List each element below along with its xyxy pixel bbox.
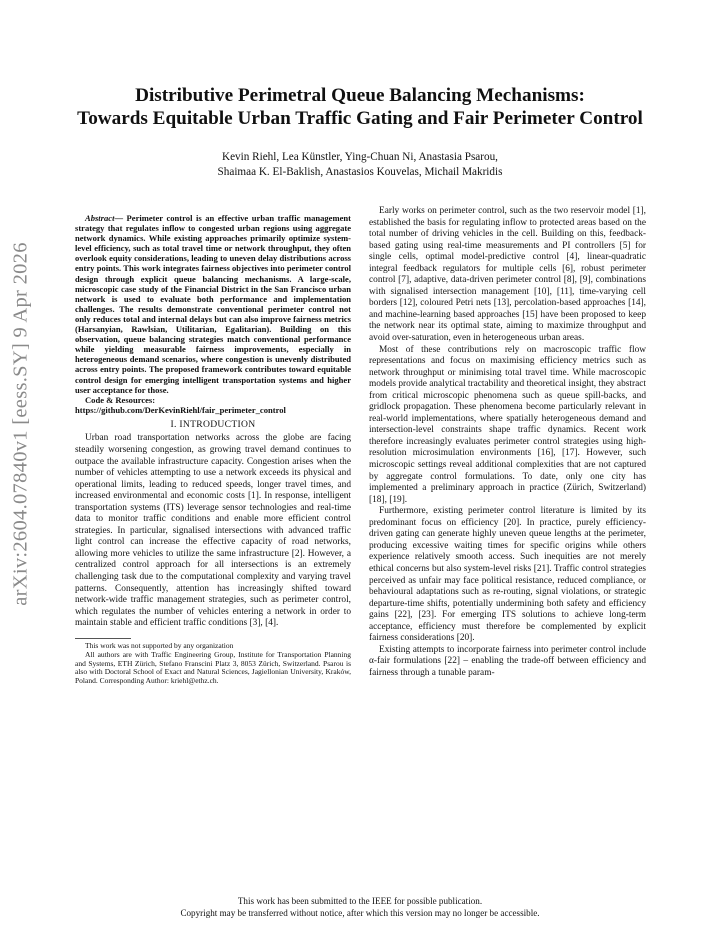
body-paragraph: Existing attempts to incorporate fairness into perimeter control include α-fair formulations [22] – enabling the trade-off between efficiency and fairness through a tunable param- [369,644,646,678]
code-resources-label: Code & Resources: [85,394,156,405]
code-resources-url: https://github.com/DerKevinRiehl/fair_perimeter_control [75,404,286,415]
abstract-text: — Perimeter control is an effective urban traffic management strategy that regulates inflow to congested urban regions using aggregate network dynamics. While existing approaches primarily optimize system-level efficiency, such as total travel time or network throughput, they often overlook equity considerations, leading to uneven delay distributions across entry points. This work integrates fairness objectives into perimeter control design through explicit queue balancing mechanisms. A large-scale, microscopic case study of the Financial District in the San Francisco urban network is used to evaluate both performance and implementation challenges. The results demonstrate conventional perimeter control not only reduces total and internal delays but can also improve fairness metrics (Harsanyian, Rawlsian, Utilitarian, Egalitarian). Building on this observation, queue balancing strategies match conventional performance while yielding measurable fairness improvements, especially in heterogeneous demand scenarios, where congestion is unevenly distributed across entry points. The proposed framework contributes toward equitable control design for emerging intelligent transportation systems and higher user acceptance for those. [75,213,351,395]
abstract [75,213,351,395]
footnote-funding: This work was not supported by any organization [85,640,234,650]
intro-paragraph: Urban road transportation networks across the globe are facing steadily worsening congestion, as growing travel demand continues to outpace the available infrastructure capacity. Congestion arises when the number of vehicles attempting to use a network exceeds its physical and operational limits, leading to reduced speeds, longer travel times, and increased environmental and economic costs [1]. In response, intelligent transportation systems (ITS) leverage sensor technologies and real-time data to monitor traffic conditions and enable more efficient control strategies. In particular, signalised intersections with advanced traffic light control can increase the effective capacity of road networks, allowing more vehicles to utilize the same infrastructure [2]. However, a centralized control approach for all intersections is an extremely challenging task due to the computational complexity and varying travel patterns. Consequently, attention has increasingly shifted toward network-wide traffic management strategies, such as perimeter control, which regulates the number of vehicles entering a network in order to maintain stable and efficient traffic conditions [3], [4]. [75,433,351,629]
footnote-rule [75,638,131,639]
right-column [369,206,646,679]
abstract-lead: Abstract [85,213,115,223]
body-paragraph: Most of these contributions rely on macroscopic traffic flow representations and focus on maximising efficiency metrics such as network throughput or minimising total travel time. While macroscopic models provide analytical tractability and theoretical insight, they abstract from critical microscopic phenomena such as queue spill-backs, and gridlock propagation. These phenomena become particularly relevant in real-world implementations, where spatially heterogeneous demand and intersection-level constraints shape traffic dynamics. Recent work therefore increasingly evaluates perimeter control strategies using high-resolution microsimulation environments [16], [17]. However, such microscopic settings reveal additional complexities that are not captured by aggregate control formulations. To date, only one city has implemented a preliminary approach in practice (Zürich, Switzerland) [18], [19]. [369,344,646,505]
body-paragraph: Early works on perimeter control, such as the two reservoir model [1], established the basis for regulating inflow to protected areas based on the total number of driving vehicles in the cell. Building on this, feedback-based gating using real-time measurements and PI controllers [5] for single cells, optimal model-predictive control [4], linear-quadratic integral feedback regulators for multiple cells [6], robust perimeter control [7], adaptive, data-driven perimeter control [8], [9], combinations with signalised intersection management [10], [11], time-varying cell borders [12], coloured Petri nets [13], percolation-based approaches [14], and machine-learning based approaches [15] have been proposed to keep the network near its optimal state, aiming to maximize throughput and avoid over-saturation, even in heterogeneous urban areas. [369,206,646,344]
submission-notice [60,895,660,919]
body-paragraph: Furthermore, existing perimeter control literature is limited by its predominant focus on efficiency [20]. In practice, purely efficiency-driven gating can generate highly uneven queue lengths at the perimeter, producing excessive waiting times for specific origins while others experience relatively smooth access. Such inequities are not merely ethical concerns but also system-level risks [21]. Traffic control strategies perceived as unfair may face political resistance, reduced compliance, or behavioural adaptations such as re-routing, signal violations, or strategic departure-time shifts, potentially undermining both safety and efficiency gains [22], [23]. For emerging ITS solutions to achieve long-term acceptance, efficiency must therefore be complemented by explicit fairness considerations [20]. [369,506,646,644]
notice-line-2: Copyright may be transferred without notice, after which this version may no longer be accessible. [180,908,540,918]
arxiv-id: arXiv:2604.07840v1 [eess.SY] 9 Apr 2026 [9,242,32,606]
code-resources [75,395,351,415]
arxiv-stamp [2,0,40,932]
notice-line-1: This work has been submitted to the IEEE for possible publication. [237,896,483,906]
section-heading: I. INTRODUCTION [170,418,256,430]
title-line-2: Towards Equitable Urban Traffic Gating and Fair Perimeter Control [77,108,643,129]
title-line-1: Distributive Perimetral Queue Balancing Mechanisms: [135,85,585,106]
authors-line-1: Kevin Riehl, Lea Künstler, Ying-Chuan Ni, Anastasia Psarou, [222,151,498,163]
author-list [60,150,660,180]
authors-line-2: Shaimaa K. El-Baklish, Anastasios Kouvelas, Michail Makridis [217,166,503,178]
left-column [75,213,351,686]
footnote-affiliations: All authors are with Traffic Engineering Group, Institute for Transportation Planning and Systems, ETH Zürich, Stefano Franscini Platz 3, 8053 Zürich, Switzerland. Psarou is also with Doctoral School of Exact and Natural Sciences, Jagiellonian University, Kraków, Poland. Corresponding Author: kriehl@ethz.ch. [75,649,351,686]
paper-title [60,84,660,130]
